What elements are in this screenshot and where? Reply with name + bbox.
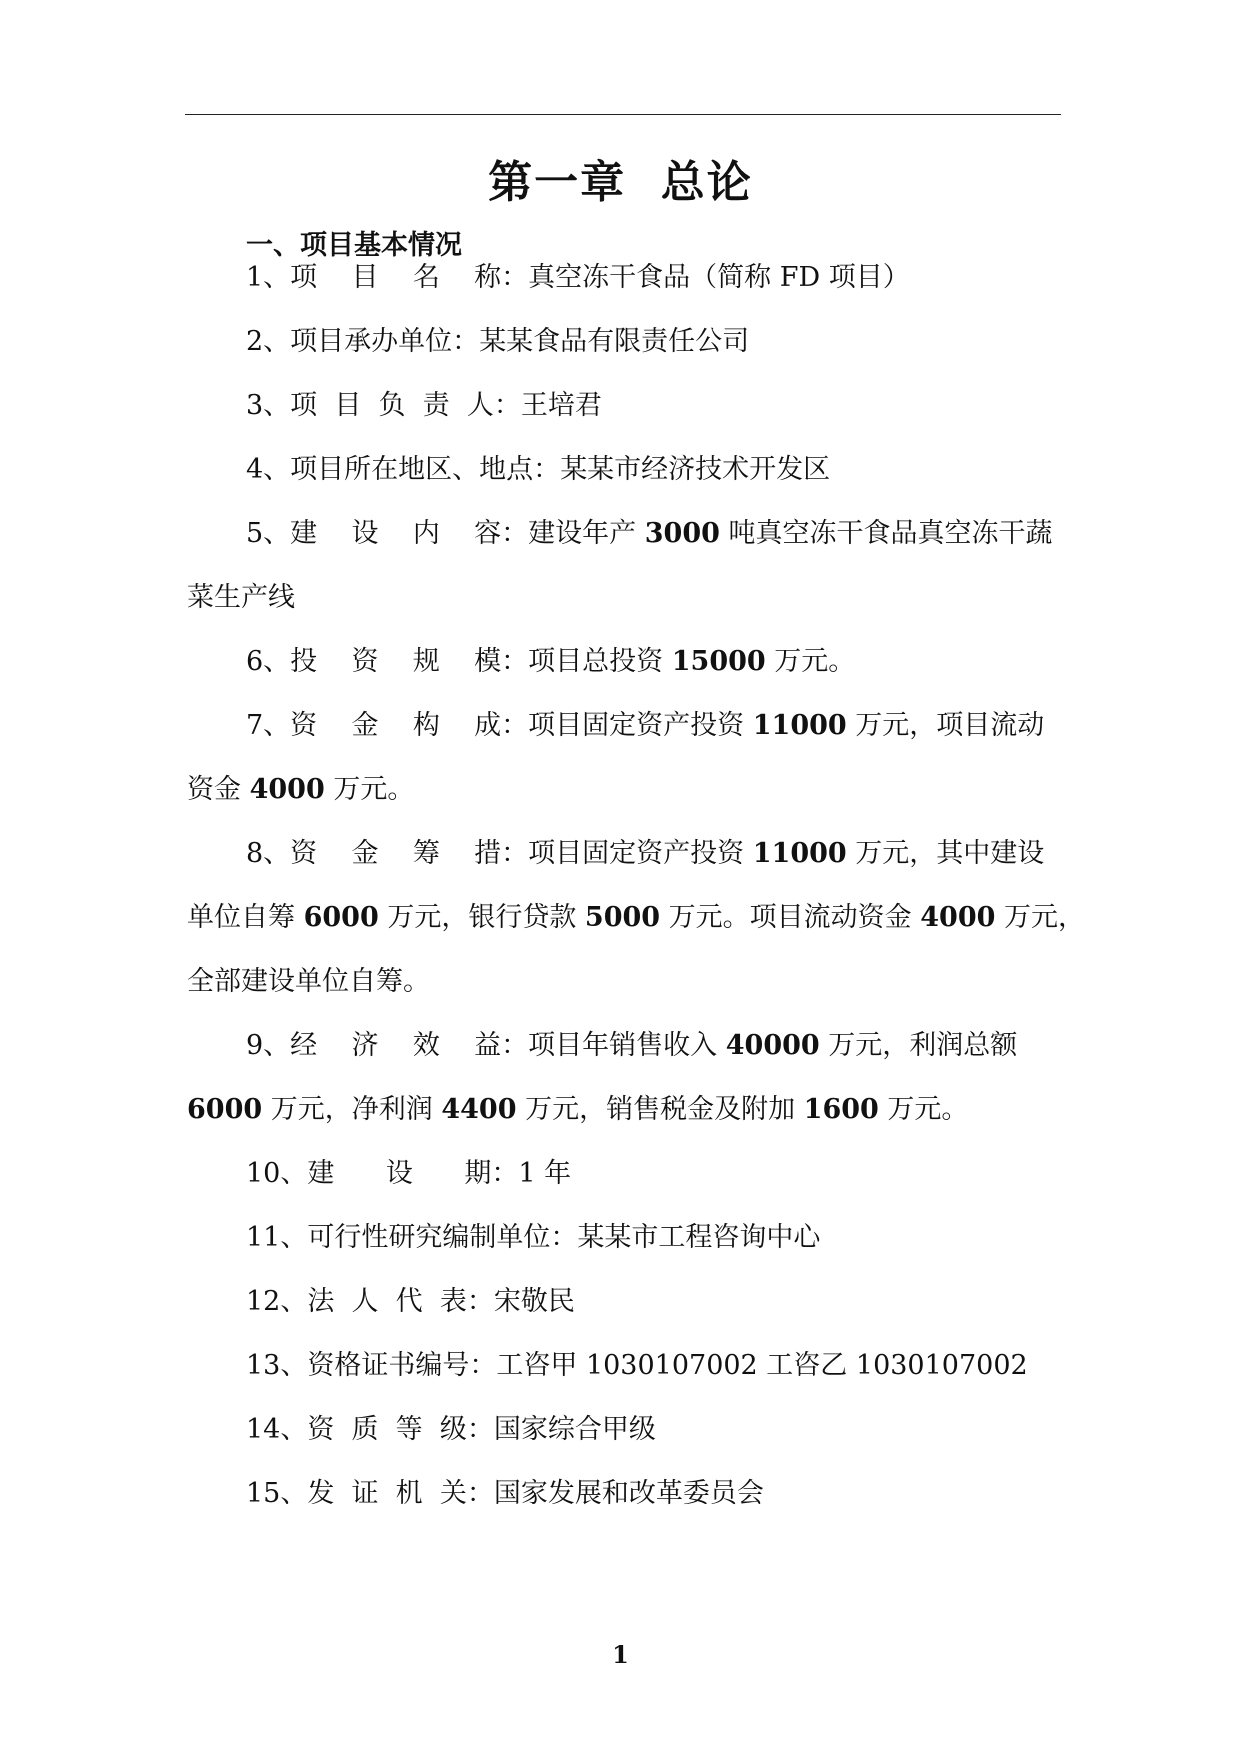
number: 40000 (725, 1030, 820, 1061)
number: 4400 (441, 1094, 517, 1125)
number: 11000 (752, 838, 847, 869)
number: 15000 (671, 646, 766, 677)
item-label: 15、发 证 机 关： (246, 1478, 494, 1509)
item-qualification-grade (246, 1410, 656, 1450)
number: 3000 (644, 518, 720, 549)
chapter-title: 第一章 总论 (488, 157, 753, 208)
item-value: 宋敬民 (493, 1286, 575, 1317)
item-label: 13、资格证书编号： (246, 1350, 497, 1381)
item-value: 某某市经济技术开发区 (560, 454, 831, 485)
item-label: 14、资 质 等 级： (246, 1414, 494, 1445)
item-certificate-number (246, 1346, 1028, 1386)
number: 6000 (187, 1094, 263, 1125)
item-issuing-authority (246, 1474, 764, 1514)
item-funding-structure: 7、资 金 构 成：项目固定资产投资 11000 万元，项目流动 (246, 710, 1045, 741)
item-economic-benefit: 9、经 济 效 益：项目年销售收入 40000 万元，利润总额 (246, 1030, 1018, 1061)
item-legal-representative (246, 1282, 575, 1322)
item-value: 工咨甲 1030107002 工咨乙 1030107002 (496, 1350, 1028, 1381)
item-project-leader (246, 386, 602, 426)
number: 4000 (249, 774, 325, 805)
item-project-name (246, 258, 910, 298)
item-funding-raising-cont2: 全部建设单位自筹。 (187, 966, 430, 997)
item-label: 5、建 设 内 容： (246, 518, 529, 549)
item-undertaking-unit (246, 322, 749, 362)
number: 1600 (803, 1094, 879, 1125)
number: 4000 (920, 902, 996, 933)
header-rule (185, 114, 1061, 115)
item-project-location (246, 450, 830, 490)
number: 11000 (752, 710, 847, 741)
item-label: 4、项目所在地区、地点： (246, 454, 561, 485)
item-value: 1 年 (518, 1158, 572, 1189)
item-value: 某某市工程咨询中心 (577, 1222, 821, 1253)
item-label: 8、资 金 筹 措： (246, 838, 529, 869)
item-construction-period (246, 1154, 571, 1194)
number: 5000 (584, 902, 661, 933)
page-number: 1 (612, 1640, 629, 1669)
item-label: 2、项目承办单位： (246, 326, 480, 357)
item-label: 11、可行性研究编制单位： (246, 1222, 578, 1253)
item-value: 国家综合甲级 (493, 1414, 656, 1445)
item-label: 6、投 资 规 模： (246, 646, 529, 677)
item-funding-structure-cont: 资金 4000 万元。 (187, 774, 415, 805)
item-label: 10、建 设 期： (246, 1158, 519, 1189)
number: 6000 (303, 902, 379, 933)
item-value: 王培君 (520, 390, 602, 421)
item-label: 7、资 金 构 成： (246, 710, 529, 741)
item-investment-scale: 6、投 资 规 模：项目总投资 15000 万元。 (246, 646, 856, 677)
item-feasibility-unit (246, 1218, 820, 1258)
item-value: 国家发展和改革委员会 (493, 1478, 764, 1509)
item-label: 9、经 济 效 益： (246, 1030, 529, 1061)
item-construction-content-cont: 菜生产线 (187, 582, 295, 613)
item-label: 3、项 目 负 责 人： (246, 390, 521, 421)
item-construction-content: 5、建 设 内 容：建设年产 3000 吨真空冻干食品真空冻干蔬 (246, 518, 1053, 549)
section-heading: 一、项目基本情况 (246, 230, 462, 261)
item-value: 真空冻干食品（简称 FD 项目） (528, 262, 910, 293)
item-label: 1、项 目 名 称： (246, 262, 529, 293)
item-economic-benefit-cont: 6000 万元，净利润 4400 万元，销售税金及附加 1600 万元。 (187, 1094, 969, 1125)
item-funding-raising: 8、资 金 筹 措：项目固定资产投资 11000 万元，其中建设 (246, 838, 1045, 869)
item-label: 12、法 人 代 表： (246, 1286, 494, 1317)
item-funding-raising-cont: 单位自筹 6000 万元，银行贷款 5000 万元。项目流动资金 4000 万元， (187, 902, 1085, 933)
item-value: 某某食品有限责任公司 (479, 326, 750, 357)
